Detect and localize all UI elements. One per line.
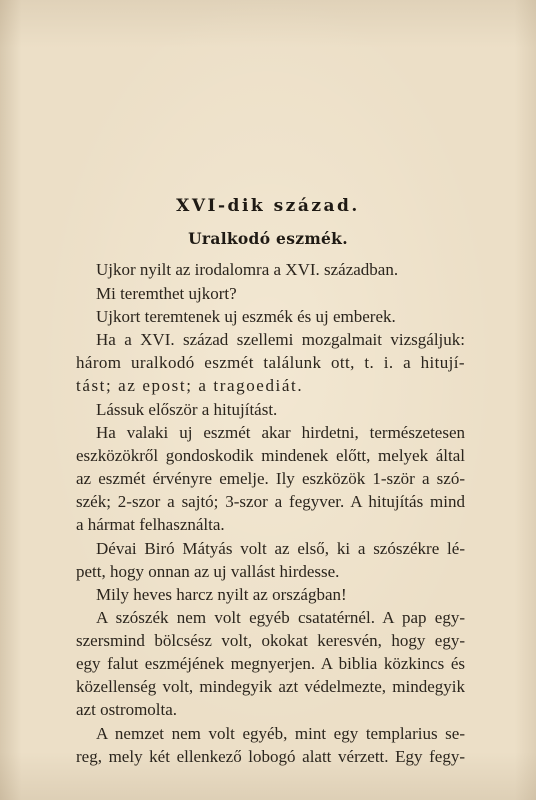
text-line: három uralkodó eszmét találunk ott, t. i. a hitují-	[76, 353, 465, 372]
text-line: a hármat felhasználta.	[76, 515, 225, 534]
text-line: A nemzet nem volt egyéb, mint egy templarius se-	[96, 724, 465, 743]
text-line: Mi teremthet ujkort?	[96, 284, 237, 303]
text-line: Lássuk először a hitujítást.	[96, 400, 278, 419]
text-line: szék; 2-szor a sajtó; 3-szor a fegyver. A hitujítás mind	[76, 492, 465, 511]
text-line: azt ostromolta.	[76, 700, 178, 719]
text-line: Ujkort teremtenek uj eszmék és uj emberek.	[96, 307, 396, 326]
text-line: A szószék nem volt egyéb csatatérnél. A pap egy-	[96, 608, 465, 627]
chapter-heading: XVI-dik század.	[176, 196, 360, 216]
text-line: Mily heves harcz nyilt az országban!	[96, 585, 347, 604]
text-line: eszközökről gondoskodik mindenek előtt, melyek által	[76, 446, 465, 465]
text-line: tást; az epost; a tragoediát.	[76, 376, 304, 395]
text-line: közellenség volt, mindegyik azt védelmezte, mindegyik	[76, 677, 465, 696]
text-line: reg, mely két ellenkező lobogó alatt vérzett. Egy fegy-	[76, 747, 465, 766]
text-line: Ha a XVI. század szellemi mozgalmait vizsgáljuk:	[96, 330, 465, 349]
section-heading: Uralkodó eszmék.	[188, 229, 348, 248]
text-line: Ha valaki uj eszmét akar hirdetni, természetesen	[96, 423, 465, 442]
text-line: az eszmét érvényre emelje. Ily eszközök 1-ször a szó-	[76, 469, 465, 488]
text-line: egy falut eszméjének megnyerjen. A biblia közkincs és	[76, 654, 465, 673]
text-line: szersmind bölcsész volt, okokat keresvén, hogy egy-	[76, 631, 465, 650]
text-line: pett, hogy onnan az uj vallást hirdesse.	[76, 562, 340, 581]
text-line: Dévai Biró Mátyás volt az első, ki a szószékre lé-	[96, 539, 465, 558]
text-line: Ujkor nyilt az irodalomra a XVI. században.	[96, 260, 399, 279]
